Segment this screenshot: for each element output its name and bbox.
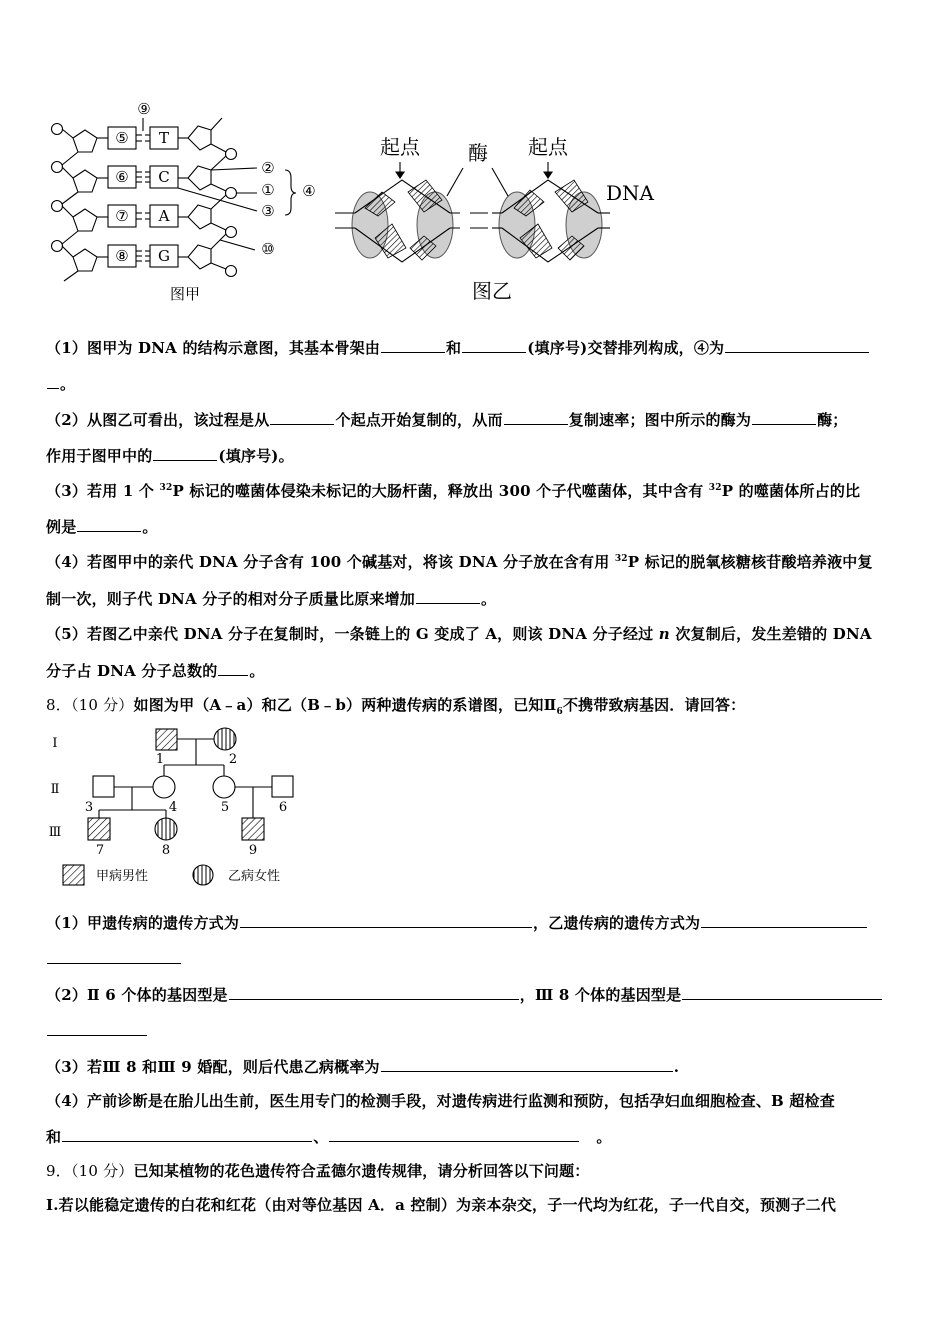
variable-n: n — [658, 625, 670, 643]
q7-p5-text: 。 — [249, 662, 265, 680]
q7-p1-text: （1）图甲为 DNA 的结构示意图，其基本骨架由 — [46, 339, 381, 357]
answer-blank[interactable] — [240, 926, 532, 928]
q7-p2-text: 作用于图甲中的 — [46, 447, 153, 465]
q8-part4-line1 — [46, 1090, 835, 1111]
q9-p1-text: I.若以能稳定遗传的白花和红花（由对等位基因 A．a 控制）为亲本杂交，子一代均为红花，子一代自交，预测子二代 — [46, 1196, 837, 1214]
base-6-label: ⑥ — [115, 168, 129, 186]
answer-blank[interactable] — [47, 1034, 147, 1036]
superscript-32: 32 — [708, 483, 722, 493]
q8-p1-text: ，乙遗传病的遗传方式为 — [533, 914, 701, 932]
individual-8-label: 8 — [161, 843, 171, 858]
answer-blank[interactable] — [416, 602, 480, 604]
q7-p1-text: 和 — [446, 339, 462, 357]
answer-blank[interactable] — [77, 530, 141, 532]
q7-p3-text: 例是 — [46, 518, 77, 536]
q7-part2-line1 — [46, 409, 847, 430]
answer-blank[interactable] — [682, 998, 882, 1000]
q7-part5-line1 — [46, 623, 872, 644]
q9-intro-text: 已知某植物的花色遗传符合孟德尔遗传规律，请分析回答以下问题： — [133, 1162, 590, 1180]
q8-p1-text: （1）甲遗传病的遗传方式为 — [46, 914, 240, 932]
label-1: ① — [261, 181, 275, 199]
q8-part4-line2 — [46, 1126, 612, 1147]
q8-intro-text: 如图为甲（A﹣a）和乙（B﹣b）两种遗传病的系谱图，已知Ⅱ — [133, 696, 557, 714]
answer-blank[interactable] — [329, 1140, 579, 1142]
q8-part2-line2 — [46, 1022, 148, 1040]
individual-7-label: 7 — [95, 843, 105, 858]
q7-p5-text: 次复制后，发生差错的 DNA — [669, 625, 872, 643]
origin-label-right: 起点 — [528, 135, 568, 159]
q7-part3-line1 — [46, 480, 860, 501]
q8-part1-line1 — [46, 912, 868, 933]
individual-9-label: 9 — [248, 843, 258, 858]
q8-p4-text: （4）产前诊断是在胎儿出生前，医生用专门的检测手段，对遗传病进行监测和预防，包括孕妇血细胞检查、B 超检查 — [46, 1092, 835, 1110]
pedigree-chart — [40, 722, 320, 890]
superscript-32: 32 — [614, 554, 628, 564]
q7-p2-text: （2）从图乙可看出，该过程是从 — [46, 411, 270, 429]
individual-6-label: 6 — [278, 800, 288, 815]
q8-intro-text: 不携带致病基因．请回答： — [562, 696, 746, 714]
q7-p3-text: P 标记的噬菌体侵染未标记的大肠杆菌，释放出 300 个子代噬菌体，其中含有 — [172, 482, 709, 500]
q8-intro — [46, 694, 745, 717]
label-2: ② — [261, 159, 275, 177]
q7-p4-text: 制一次，则子代 DNA 分子的相对分子质量比原来增加 — [46, 590, 416, 608]
base-8-label: ⑧ — [115, 247, 129, 265]
q7-p2-text: 复制速率；图中所示的酶为 — [568, 411, 752, 429]
label-4: ④ — [302, 182, 316, 200]
answer-blank[interactable] — [47, 387, 59, 389]
answer-blank[interactable] — [504, 423, 568, 425]
q7-part3-line2 — [46, 516, 158, 537]
origin-label-left: 起点 — [380, 135, 420, 159]
q8-p4-text: 和 — [46, 1128, 62, 1146]
q7-p1-text: (填序号)交替排列构成，④为 — [527, 339, 725, 357]
dna-label: DNA — [606, 181, 654, 205]
answer-blank[interactable] — [381, 351, 445, 353]
base-G-label: G — [158, 247, 170, 265]
label-9: ⑨ — [137, 100, 151, 118]
q7-p4-text: P 标记的脱氧核糖核苷酸培养液中复 — [627, 553, 873, 571]
subscript-6: 6 — [556, 707, 563, 717]
q7-part2-line2 — [46, 445, 294, 466]
individual-1-label: 1 — [155, 752, 165, 767]
replication-diagram — [330, 120, 670, 310]
base-C-label: C — [158, 168, 170, 186]
legend-b-label: 乙病女性 — [227, 869, 281, 884]
q9-part1 — [46, 1194, 836, 1215]
answer-blank[interactable] — [725, 351, 869, 353]
q7-part5-line2 — [46, 660, 265, 681]
q7-p1-text: 。 — [60, 375, 76, 393]
label-3: ③ — [261, 202, 275, 220]
base-T-label: T — [158, 129, 170, 147]
dna-structure-diagram — [40, 98, 340, 310]
generation-II-label: Ⅱ — [50, 782, 60, 797]
question-number: 9．（10 分） — [46, 1162, 134, 1180]
q8-part2-line1 — [46, 984, 883, 1005]
q7-p2-text: (填序号)。 — [218, 447, 294, 465]
pedigree-diagram — [40, 722, 320, 890]
enzyme-label: 酶 — [468, 141, 488, 165]
q7-p2-text: 个起点开始复制的，从而 — [335, 411, 503, 429]
answer-blank[interactable] — [218, 674, 248, 676]
q8-part1-line2 — [46, 950, 182, 968]
figure-dna-structure — [40, 98, 340, 310]
individual-2-label: 2 — [228, 752, 238, 767]
superscript-32: 32 — [159, 483, 173, 493]
q7-p2-text: 酶； — [817, 411, 848, 429]
q7-part4-line1 — [46, 551, 873, 572]
generation-III-label: Ⅲ — [48, 825, 62, 840]
individual-5-label: 5 — [220, 800, 230, 815]
answer-blank[interactable] — [229, 998, 519, 1000]
base-A-label: A — [158, 207, 170, 225]
q7-p5-text: （5）若图乙中亲代 DNA 分子在复制时，一条链上的 G 变成了 A，则该 DNA 分子经过 — [46, 625, 659, 643]
base-5-label: ⑤ — [115, 129, 129, 147]
answer-blank[interactable] — [701, 926, 867, 928]
q8-p4-text: 、 — [313, 1128, 329, 1146]
answer-blank[interactable] — [270, 423, 334, 425]
q7-p4-text: 。 — [481, 590, 497, 608]
q7-part1-line2 — [46, 373, 75, 394]
q7-p4-text: （4）若图甲中的亲代 DNA 分子含有 100 个碱基对，将该 DNA 分子放在含有用 — [46, 553, 615, 571]
q7-part1-line1 — [46, 337, 870, 358]
q8-p2-text: （2）Ⅱ 6 个体的基因型是 — [46, 986, 228, 1004]
base-7-label: ⑦ — [115, 207, 129, 225]
figure-yi-caption: 图乙 — [472, 279, 512, 303]
generation-I-label: Ⅰ — [52, 736, 58, 751]
individual-4-label: 4 — [168, 800, 178, 815]
q9-intro — [46, 1160, 590, 1181]
answer-blank[interactable] — [462, 351, 526, 353]
answer-blank[interactable] — [752, 423, 816, 425]
figure-dna-replication — [330, 120, 670, 310]
q7-p5-text: 分子占 DNA 分子总数的 — [46, 662, 218, 680]
q7-part4-line2 — [46, 588, 496, 609]
q7-p3-text: P 的噬菌体所占的比 — [721, 482, 861, 500]
individual-3-label: 3 — [84, 800, 94, 815]
answer-blank[interactable] — [62, 1140, 312, 1142]
answer-blank[interactable] — [153, 459, 217, 461]
q8-p3-text: （3）若Ⅲ 8 和Ⅲ 9 婚配，则后代患乙病概率为 — [46, 1058, 380, 1076]
q8-p4-text: 。 — [596, 1128, 612, 1146]
label-10: ⑩ — [261, 240, 275, 258]
q8-p3-text: . — [673, 1058, 680, 1076]
q7-p3-text: （3）若用 1 个 — [46, 482, 160, 500]
q8-part3 — [46, 1056, 679, 1077]
answer-blank[interactable] — [381, 1070, 673, 1072]
q7-p3-text: 。 — [142, 518, 158, 536]
q8-p2-text: ，Ⅲ 8 个体的基因型是 — [519, 986, 682, 1004]
answer-blank[interactable] — [47, 962, 181, 964]
question-number: 8．（10 分） — [46, 696, 134, 714]
legend-a-label: 甲病男性 — [95, 869, 149, 884]
figure-jia-caption: 图甲 — [169, 285, 201, 303]
